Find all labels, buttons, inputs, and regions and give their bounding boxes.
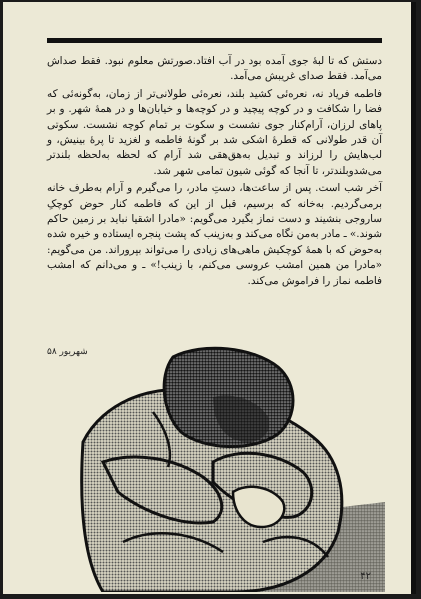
paragraph-1: دستش که تا لبهٔ جوی آمده بود در آب افتاد.صورتش معلوم نبود. فقط صداش می‌آمد. فقط صدای غریبش می‌آمد. bbox=[47, 55, 382, 83]
magazine-page bbox=[3, 2, 416, 594]
paragraph-2: فاطمه فریاد نه، نعره‌ئی کشید بلند، نعره‌ئی طولانی‌تر از زمان، به‌گونه‌ئی که فضا را شکافت و در کوچه پیچید و در کوچه‌ها و خیابان‌ها و در همهٔ شهر. و بر پاهای لرزان، آرام‌کنار جوی نشست و سکوت بر تمام کوچه نشست. سکوتی آن قدر طولانی که قطرهٔ اشکی شد بر گونهٔ فاطمه و لغزید تا پرهٔ بینیش، و لب‌هایش را لرزاند و تبدیل به‌هق‌هقی شد آرام که لحظه به‌لحظه بلندتر می‌شدو‌بلندتر، تا آنجا که گوئی شیون تمامی شهر شد. bbox=[47, 87, 382, 177]
top-rule bbox=[47, 38, 382, 43]
paragraph-3: آخر شب است. پس از ساعت‌ها، دستِ مادر، را می‌گیرم و آرام به‌طرف خانه برمی‌گردیم. به‌خانه که برسیم، قبل از این که فاطمه کنار حوض کوچکِ ساروجی بنشیند و دست نماز بگیرد می‌گویم: «مادرا اشقیا نباید بر زمین حاکم شوند.» ـ مادر به‌من نگاه می‌کند و به‌زینب که پشت پنجره ایستاده و خیره شده به‌حوض که با همهٔ کوچکیش ماهی‌های زیادی را می‌تواند بپروراند. من می‌گویم: «مادرا من همین امشب عروسی می‌کنم، با زینب!» ـ و می‌دانم که امشب فاطمه نماز را فراموش می‌کند. bbox=[47, 182, 382, 287]
page-number: ۴۲ bbox=[360, 571, 371, 582]
article-body bbox=[47, 54, 382, 291]
illustration bbox=[63, 342, 385, 592]
issue-date: شهریور ۵۸ bbox=[47, 347, 88, 357]
